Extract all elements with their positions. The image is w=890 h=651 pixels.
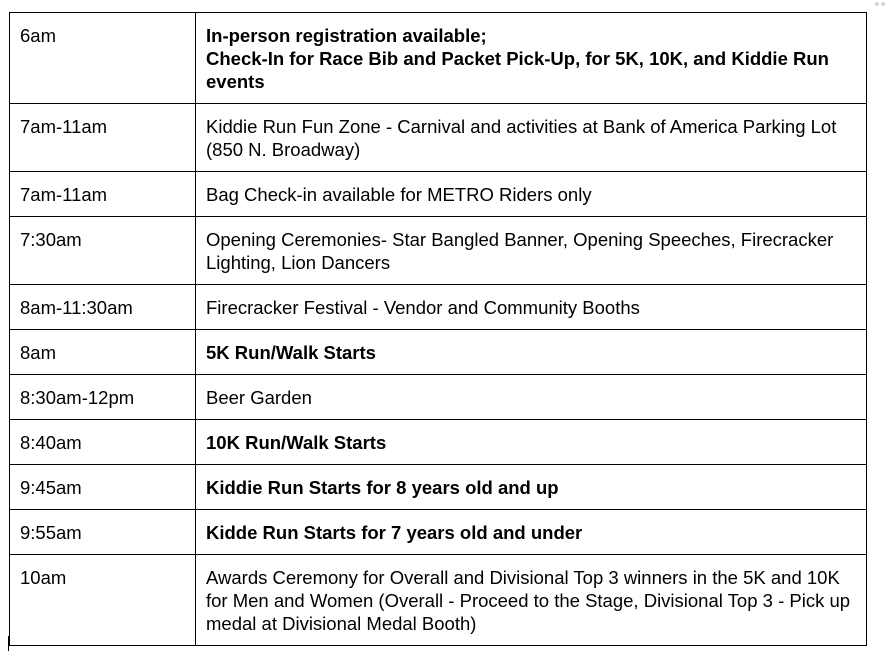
schedule-table [9,12,867,646]
event-cell[interactable]: Kiddie Run Fun Zone - Carnival and activities at Bank of America Parking Lot (850 N. Broadway) [196,104,867,172]
event-cell[interactable]: Opening Ceremonies- Star Bangled Banner, Opening Speeches, Firecracker Lighting, Lion Dancers [196,217,867,285]
table-row [10,330,867,375]
corner-drag-handle[interactable] [875,1,887,7]
time-cell[interactable]: 7:30am [10,217,196,285]
event-cell[interactable]: Awards Ceremony for Overall and Divisional Top 3 winners in the 5K and 10K for Men and Women (Overall - Proceed to the Stage, Divisional Top 3 - Pick up medal at Divisional Medal Booth) [196,555,867,646]
table-row [10,465,867,510]
table-row [10,420,867,465]
table-row [10,217,867,285]
time-cell[interactable]: 8am-11:30am [10,285,196,330]
event-cell[interactable]: 10K Run/Walk Starts [196,420,867,465]
time-cell[interactable]: 9:55am [10,510,196,555]
schedule-table-body [10,13,867,646]
dot-icon [875,2,879,6]
time-cell[interactable]: 7am-11am [10,172,196,217]
dot-icon [881,2,885,6]
table-row [10,285,867,330]
table-row [10,375,867,420]
time-cell[interactable]: 8am [10,330,196,375]
table-row [10,104,867,172]
time-cell[interactable]: 6am [10,13,196,104]
text-cursor [8,636,9,651]
event-cell[interactable]: In-person registration available; Check-In for Race Bib and Packet Pick-Up, for 5K, 10K, and Kiddie Run events [196,13,867,104]
table-row [10,555,867,646]
event-cell[interactable]: Kiddie Run Starts for 8 years old and up [196,465,867,510]
time-cell[interactable]: 8:30am-12pm [10,375,196,420]
event-cell[interactable]: Kidde Run Starts for 7 years old and under [196,510,867,555]
time-cell[interactable]: 7am-11am [10,104,196,172]
time-cell[interactable]: 10am [10,555,196,646]
table-row [10,13,867,104]
time-cell[interactable]: 8:40am [10,420,196,465]
event-cell[interactable]: Bag Check-in available for METRO Riders only [196,172,867,217]
time-cell[interactable]: 9:45am [10,465,196,510]
event-cell[interactable]: 5K Run/Walk Starts [196,330,867,375]
event-cell[interactable]: Beer Garden [196,375,867,420]
table-row [10,172,867,217]
event-cell[interactable]: Firecracker Festival - Vendor and Community Booths [196,285,867,330]
table-row [10,510,867,555]
